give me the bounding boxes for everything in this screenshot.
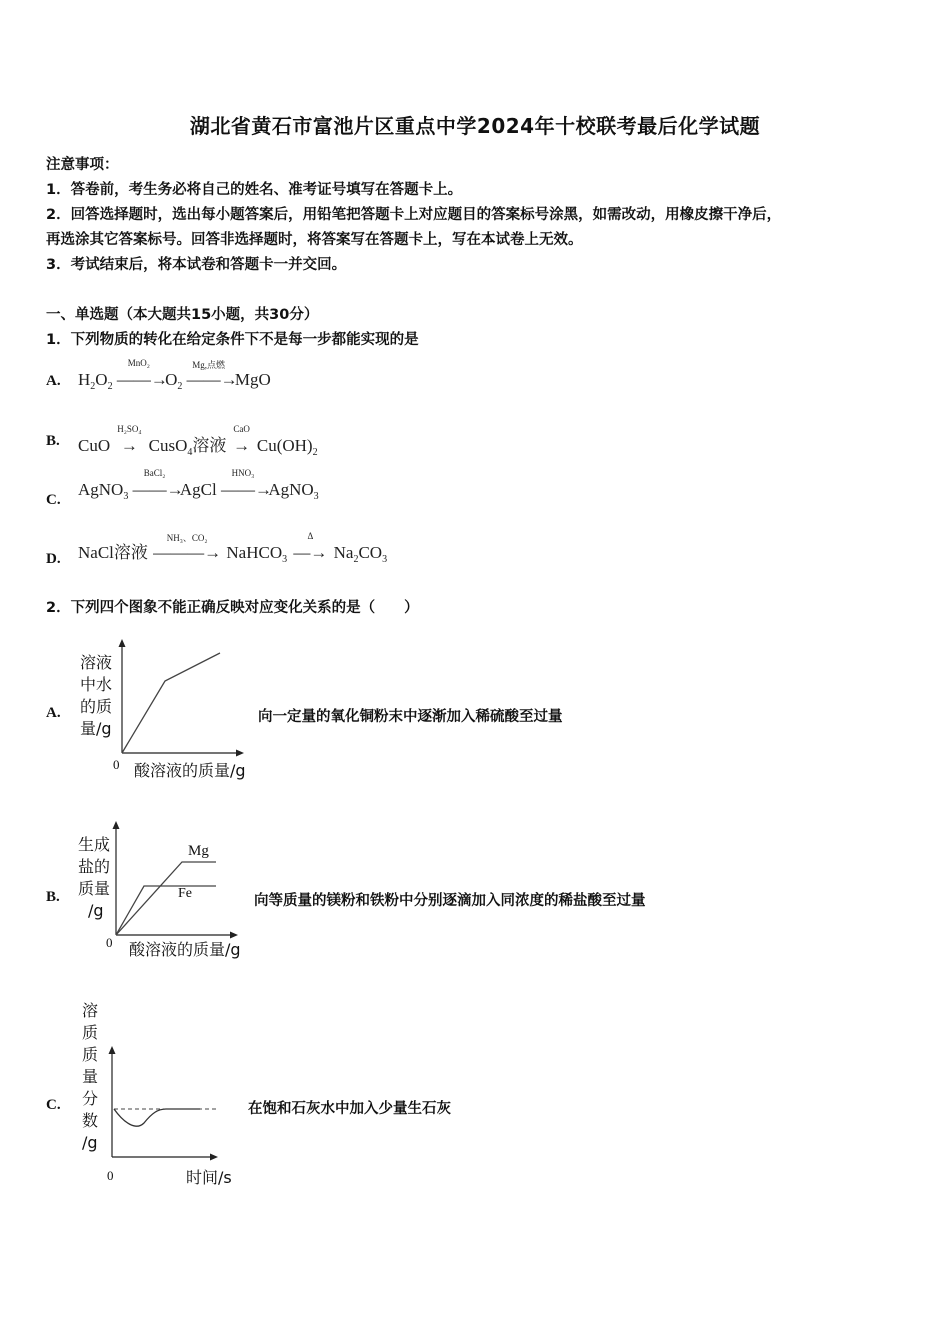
q2c-graph [100,1040,230,1165]
notice-item-1: 1．答卷前，考生务必将自己的姓名、准考证号填写在答题卡上。 [46,182,463,198]
notice-item-3: 3．考试结束后，将本试卷和答题卡一并交回。 [46,257,347,273]
series-mg-line [116,862,216,935]
q2a-description: 向一定量的氧化铜粉末中逐渐加入稀硫酸至过量 [258,709,563,725]
q1-option-d-equation: NaCl溶液 NH₃、CO₂ ———→ NaHCO$_3$ Δ —→ $Na_2CO_3$ [78,531,388,565]
curve [122,653,220,753]
y-axis-arrow [109,1046,116,1054]
reaction-arrow: BaCl₂ ——→ [132,468,184,499]
q2-option-c-label: C. [46,1097,61,1113]
q2a-y-axis-label: 溶液 中水 的质 量/g [80,653,113,738]
reaction-arrow: NH₃、CO₂ ———→ [153,533,222,562]
q1-option-c-label: C. [46,492,61,508]
q2c-description: 在饱和石灰水中加入少量生石灰 [248,1101,451,1117]
section-heading: 一、单选题（本大题共15小题，共30分） [46,307,319,323]
q2b-graph [104,818,254,943]
q1-option-c-equation: AgNO$_3$ BaCl₂ ——→ AgCl HNO₃ ——→ AgNO$_3$ [78,468,319,502]
q2-option-b-label: B. [46,889,60,905]
notice-item-2b: 再选涂其它答案标号。回答非选择题时，将答案写在答题卡上，写在本试卷上无效。 [46,232,583,248]
q2b-y-axis-label: 生成 盐的 质量 /g [78,835,111,920]
reaction-arrow: CaO → [233,424,251,455]
q1-option-b-label: B. [46,433,60,449]
reaction-arrow: HNO₃ ——→ [221,468,272,499]
x-axis-arrow [236,750,244,757]
x-axis-arrow [230,932,238,939]
reaction-arrow: H₂SO₄ → [117,424,142,455]
q2c-origin: 0 [107,1168,114,1183]
q2a-x-axis-label: 酸溶液的质量/g [134,761,246,780]
q2b-description: 向等质量的镁粉和铁粉中分别逐滴加入同浓度的稀盐酸至过量 [254,893,646,909]
q2b-x-axis-label: 酸溶液的质量/g [129,940,241,959]
question-2-stem: 2．下列四个图象不能正确反映对应变化关系的是（ ） [46,600,419,616]
y-axis-arrow [113,821,120,829]
reaction-arrow: Mg,点燃 ——→ [186,360,238,389]
q2-option-a-label: A. [46,705,61,721]
page-title: 湖北省黄石市富池片区重点中学2024年十校联考最后化学试题 [189,114,761,138]
notice-item-2a: 2．回答选择题时，选出每小题答案后，用铅笔把答题卡上对应题目的答案标号涂黑，如需改动，用橡皮擦干净后， [46,207,782,223]
q2b-origin: 0 [106,935,113,950]
q2a-origin: 0 [113,757,120,772]
q1-option-a-equation: $H_2O_2$ MnO₂ ——→ $O_2$ Mg,点燃 ——→ MgO [78,358,271,392]
q1-option-a-label: A. [46,373,61,389]
reaction-arrow: Δ —→ [293,531,328,562]
q1-option-d-label: D. [46,551,61,567]
q1-option-b-equation: CuO H₂SO₄ → CusO$_4$溶液 CaO → $Cu(OH)_2$ [78,424,318,458]
q2c-y-axis-label: 溶 质 质 量 分 数 /g [82,1001,99,1152]
q2b-series-fe-label: Fe [178,886,192,901]
y-axis-arrow [119,639,126,647]
series-fe-line [116,886,216,935]
notice-heading: 注意事项： [46,157,119,173]
reaction-arrow: MnO₂ ——→ [116,358,168,389]
curve [114,1109,200,1126]
q2b-series-mg-label: Mg [188,843,209,859]
question-1-stem: 1．下列物质的转化在给定条件下不是每一步都能实现的是 [46,332,419,348]
q2c-x-axis-label: 时间/s [186,1168,232,1187]
x-axis-arrow [210,1154,218,1161]
formula: H [78,370,91,389]
